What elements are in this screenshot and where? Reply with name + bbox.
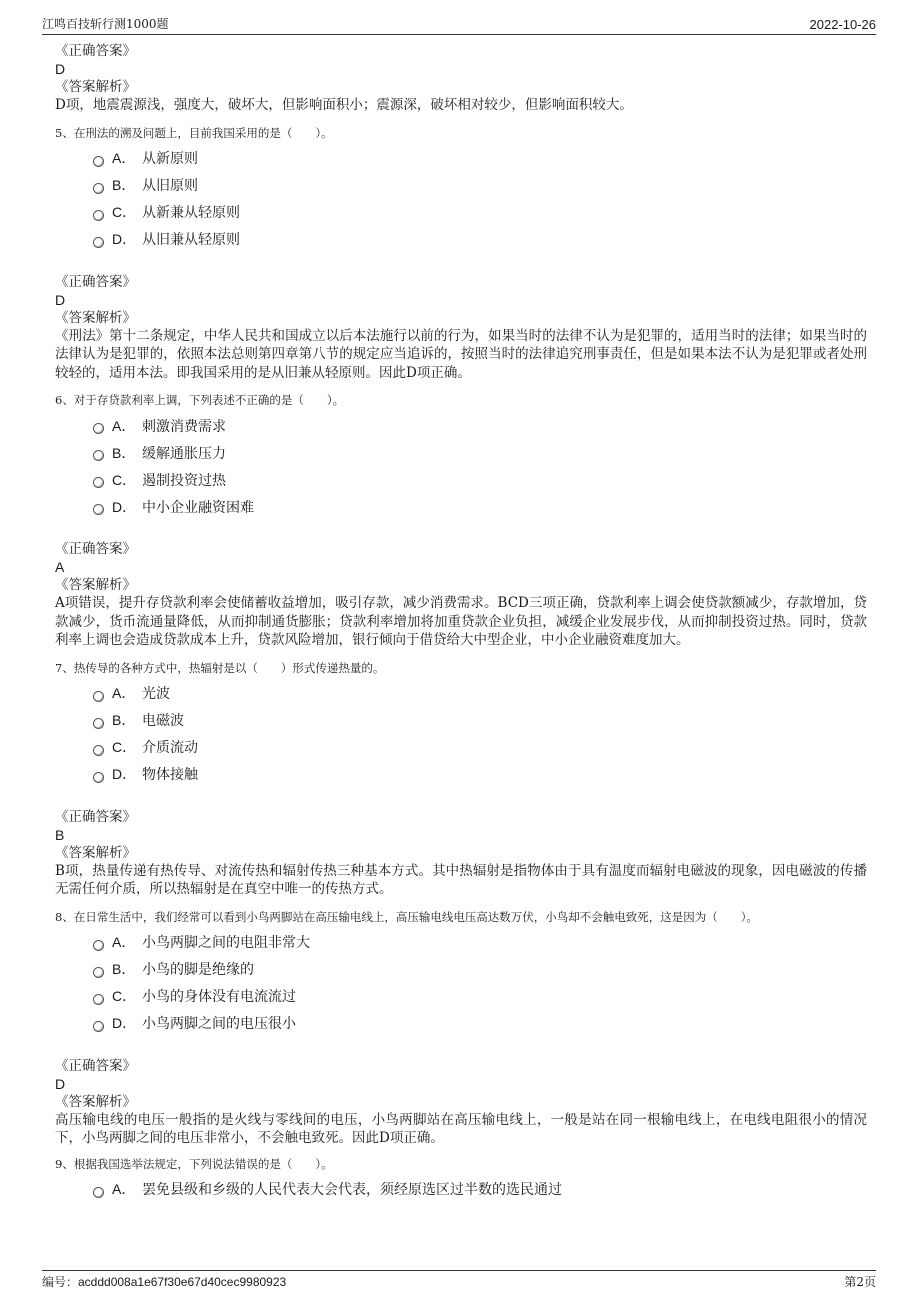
radio-icon[interactable] bbox=[93, 1187, 104, 1198]
option-letter: A． bbox=[112, 934, 136, 950]
explanation-text: 高压输电线的电压一般指的是火线与零线间的电压，小鸟两脚站在高压输电线上，一般是站在同一根输电线上，在电线电阻很小的情况下，小鸟两脚之间的电压非常小，不会触电致死。因此D项正确。 bbox=[55, 1111, 867, 1146]
option-text: 小鸟两脚之间的电压很小 bbox=[142, 1016, 296, 1032]
option-b[interactable] bbox=[93, 707, 867, 734]
explanation-label: 《答案解析》 bbox=[55, 79, 136, 95]
option-d[interactable] bbox=[93, 226, 867, 253]
radio-icon[interactable] bbox=[93, 210, 104, 221]
option-text: 小鸟的身体没有电流流过 bbox=[142, 989, 296, 1005]
option-a[interactable] bbox=[93, 680, 867, 707]
radio-icon[interactable] bbox=[93, 423, 104, 434]
radio-icon[interactable] bbox=[93, 967, 104, 978]
option-letter: D． bbox=[112, 231, 137, 247]
option-text: 小鸟两脚之间的电阻非常大 bbox=[142, 935, 310, 951]
radio-icon[interactable] bbox=[93, 691, 104, 702]
option-letter: A． bbox=[112, 685, 136, 701]
option-b[interactable] bbox=[93, 172, 867, 199]
radio-icon[interactable] bbox=[93, 718, 104, 729]
option-letter: B． bbox=[112, 961, 136, 977]
correct-answer-label: 《正确答案》 bbox=[55, 808, 136, 825]
option-text: 从新兼从轻原则 bbox=[142, 205, 240, 221]
option-text: 中小企业融资困难 bbox=[142, 499, 254, 516]
option-a[interactable] bbox=[93, 412, 867, 439]
options-q9 bbox=[93, 1176, 867, 1203]
radio-icon[interactable] bbox=[93, 477, 104, 488]
option-letter: C． bbox=[112, 739, 137, 755]
answer-block bbox=[55, 540, 867, 650]
radio-icon[interactable] bbox=[93, 504, 104, 515]
explanation-label: 《答案解析》 bbox=[55, 1093, 136, 1110]
answer-block-q4 bbox=[55, 42, 867, 115]
explanation-label: 《答案解析》 bbox=[55, 844, 136, 861]
radio-icon[interactable] bbox=[93, 237, 104, 248]
radio-icon[interactable] bbox=[93, 156, 104, 167]
option-c[interactable] bbox=[93, 199, 867, 226]
option-text: 罢免县级和乡级的人民代表大会代表，须经原选区过半数的选民通过 bbox=[142, 1182, 562, 1198]
option-c[interactable] bbox=[93, 983, 867, 1010]
answer-block bbox=[55, 808, 867, 899]
option-d[interactable] bbox=[93, 1010, 867, 1037]
option-text: 从旧兼从轻原则 bbox=[142, 232, 240, 248]
correct-answer-label: 《正确答案》 bbox=[55, 43, 136, 59]
question-list bbox=[55, 125, 867, 1148]
correct-answer-value: B bbox=[55, 826, 65, 843]
option-letter: D． bbox=[112, 498, 137, 515]
radio-icon[interactable] bbox=[93, 183, 104, 194]
options-list bbox=[93, 680, 867, 788]
explanation-text: A项错误，提升存贷款利率会使储蓄收益增加，吸引存款，减少消费需求。BCD三项正确，贷款利率上调会使贷款额减少，存款增加，贷款减少，货币流通量降低，从而抑制通货膨胀；贷款利率增加将加重贷款企业负担，减缓企业发展步伐，从而抑制投资过热。同时，贷款利率上调也会造成贷款成本上升，贷款风险增加，银行倾向于借贷给大中型企业，中小企业融资难度加大。 bbox=[55, 595, 867, 648]
explanation-text: 《刑法》第十二条规定，中华人民共和国成立以后本法施行以前的行为，如果当时的法律不认为是犯罪的，适用当时的法律；如果当时的法律认为是犯罪的，依照本法总则第四章第八节的规定应当追诉的，按照当时的法律追究刑事责任，但是如果本法不认为是犯罪或者处刑较轻的，适用本法。即我国采用的是从旧兼从轻原则。因此D项正确。 bbox=[55, 327, 867, 381]
option-text: 刺激消费需求 bbox=[142, 418, 226, 435]
explanation-text: B项，热量传递有热传导、对流传热和辐射传热三种基本方式。其中热辐射是指物体由于具有温度而辐射电磁波的现象，因电磁波的传播无需任何介质，所以热辐射是在真空中唯一的传热方式。 bbox=[55, 862, 867, 897]
option-c[interactable] bbox=[93, 734, 867, 761]
radio-icon[interactable] bbox=[93, 1021, 104, 1032]
option-text: 光波 bbox=[142, 686, 170, 702]
page-header bbox=[42, 10, 876, 35]
options-list bbox=[93, 929, 867, 1037]
option-text: 从旧原则 bbox=[142, 178, 198, 194]
option-b[interactable] bbox=[93, 439, 867, 466]
option-letter: A． bbox=[112, 150, 136, 166]
option-text: 从新原则 bbox=[142, 151, 198, 167]
option-text: 小鸟的脚是绝缘的 bbox=[142, 962, 254, 978]
option-letter: B． bbox=[112, 712, 136, 728]
option-a[interactable] bbox=[93, 1176, 867, 1203]
document-title: 江鸣百技斩行测1000题 bbox=[42, 17, 169, 31]
page-number: 第2页 bbox=[844, 1275, 876, 1289]
option-letter: A． bbox=[112, 417, 136, 434]
option-d[interactable] bbox=[93, 761, 867, 788]
radio-icon[interactable] bbox=[93, 450, 104, 461]
option-text: 介质流动 bbox=[142, 740, 198, 756]
correct-answer-value: D bbox=[55, 1075, 66, 1092]
option-c[interactable] bbox=[93, 466, 867, 493]
explanation-label: 《答案解析》 bbox=[55, 309, 136, 326]
question-title: 7、热传导的各种方式中，热辐射是以（ ）形式传递热量的。 bbox=[55, 660, 385, 675]
correct-answer-value: D bbox=[55, 61, 66, 77]
option-letter: D． bbox=[112, 766, 137, 782]
radio-icon[interactable] bbox=[93, 994, 104, 1005]
header-date: 2022-10-26 bbox=[809, 17, 876, 32]
question-title: 6、对于存贷款利率上调，下列表述不正确的是（ ）。 bbox=[55, 393, 345, 407]
option-letter: C． bbox=[112, 988, 137, 1004]
option-d[interactable] bbox=[93, 493, 867, 520]
answer-block bbox=[55, 1057, 867, 1148]
options-list bbox=[93, 145, 867, 253]
explanation-text: D项，地震震源浅，强度大，破坏大，但影响面积小；震源深，破坏相对较少，但影响面积较大。 bbox=[55, 97, 633, 113]
option-letter: B． bbox=[112, 444, 136, 461]
page-footer bbox=[42, 1270, 876, 1290]
option-text: 遏制投资过热 bbox=[142, 472, 226, 489]
radio-icon[interactable] bbox=[93, 940, 104, 951]
answer-block bbox=[55, 273, 867, 383]
option-letter: A． bbox=[112, 1181, 136, 1197]
option-letter: C． bbox=[112, 471, 137, 488]
option-text: 缓解通胀压力 bbox=[142, 445, 226, 462]
correct-answer-label: 《正确答案》 bbox=[55, 273, 136, 290]
options-list bbox=[93, 412, 867, 520]
radio-icon[interactable] bbox=[93, 772, 104, 783]
correct-answer-label: 《正确答案》 bbox=[55, 1057, 136, 1074]
correct-answer-value: A bbox=[55, 559, 65, 575]
page-content bbox=[55, 42, 867, 1203]
correct-answer-label: 《正确答案》 bbox=[55, 541, 136, 557]
question-title: 5、在刑法的溯及问题上，目前我国采用的是（ ）。 bbox=[55, 125, 333, 140]
document-code: 编号：acddd008a1e67f30e67d40cec9980923 bbox=[42, 1275, 287, 1289]
option-b[interactable] bbox=[93, 956, 867, 983]
option-text: 物体接触 bbox=[142, 767, 198, 783]
option-a[interactable] bbox=[93, 929, 867, 956]
option-a[interactable] bbox=[93, 145, 867, 172]
correct-answer-value: D bbox=[55, 291, 66, 308]
question-title-9: 9、根据我国选举法规定，下列说法错误的是（ ）。 bbox=[55, 1156, 333, 1171]
option-letter: B． bbox=[112, 177, 136, 193]
option-text: 电磁波 bbox=[142, 713, 184, 729]
option-letter: C． bbox=[112, 204, 137, 220]
question-title: 8、在日常生活中，我们经常可以看到小鸟两脚站在高压输电线上，高压输电线电压高达数万伏，小鸟却不会触电致死，这是因为（ ）。 bbox=[55, 909, 759, 924]
explanation-label: 《答案解析》 bbox=[55, 577, 136, 593]
radio-icon[interactable] bbox=[93, 745, 104, 756]
option-letter: D． bbox=[112, 1015, 137, 1031]
